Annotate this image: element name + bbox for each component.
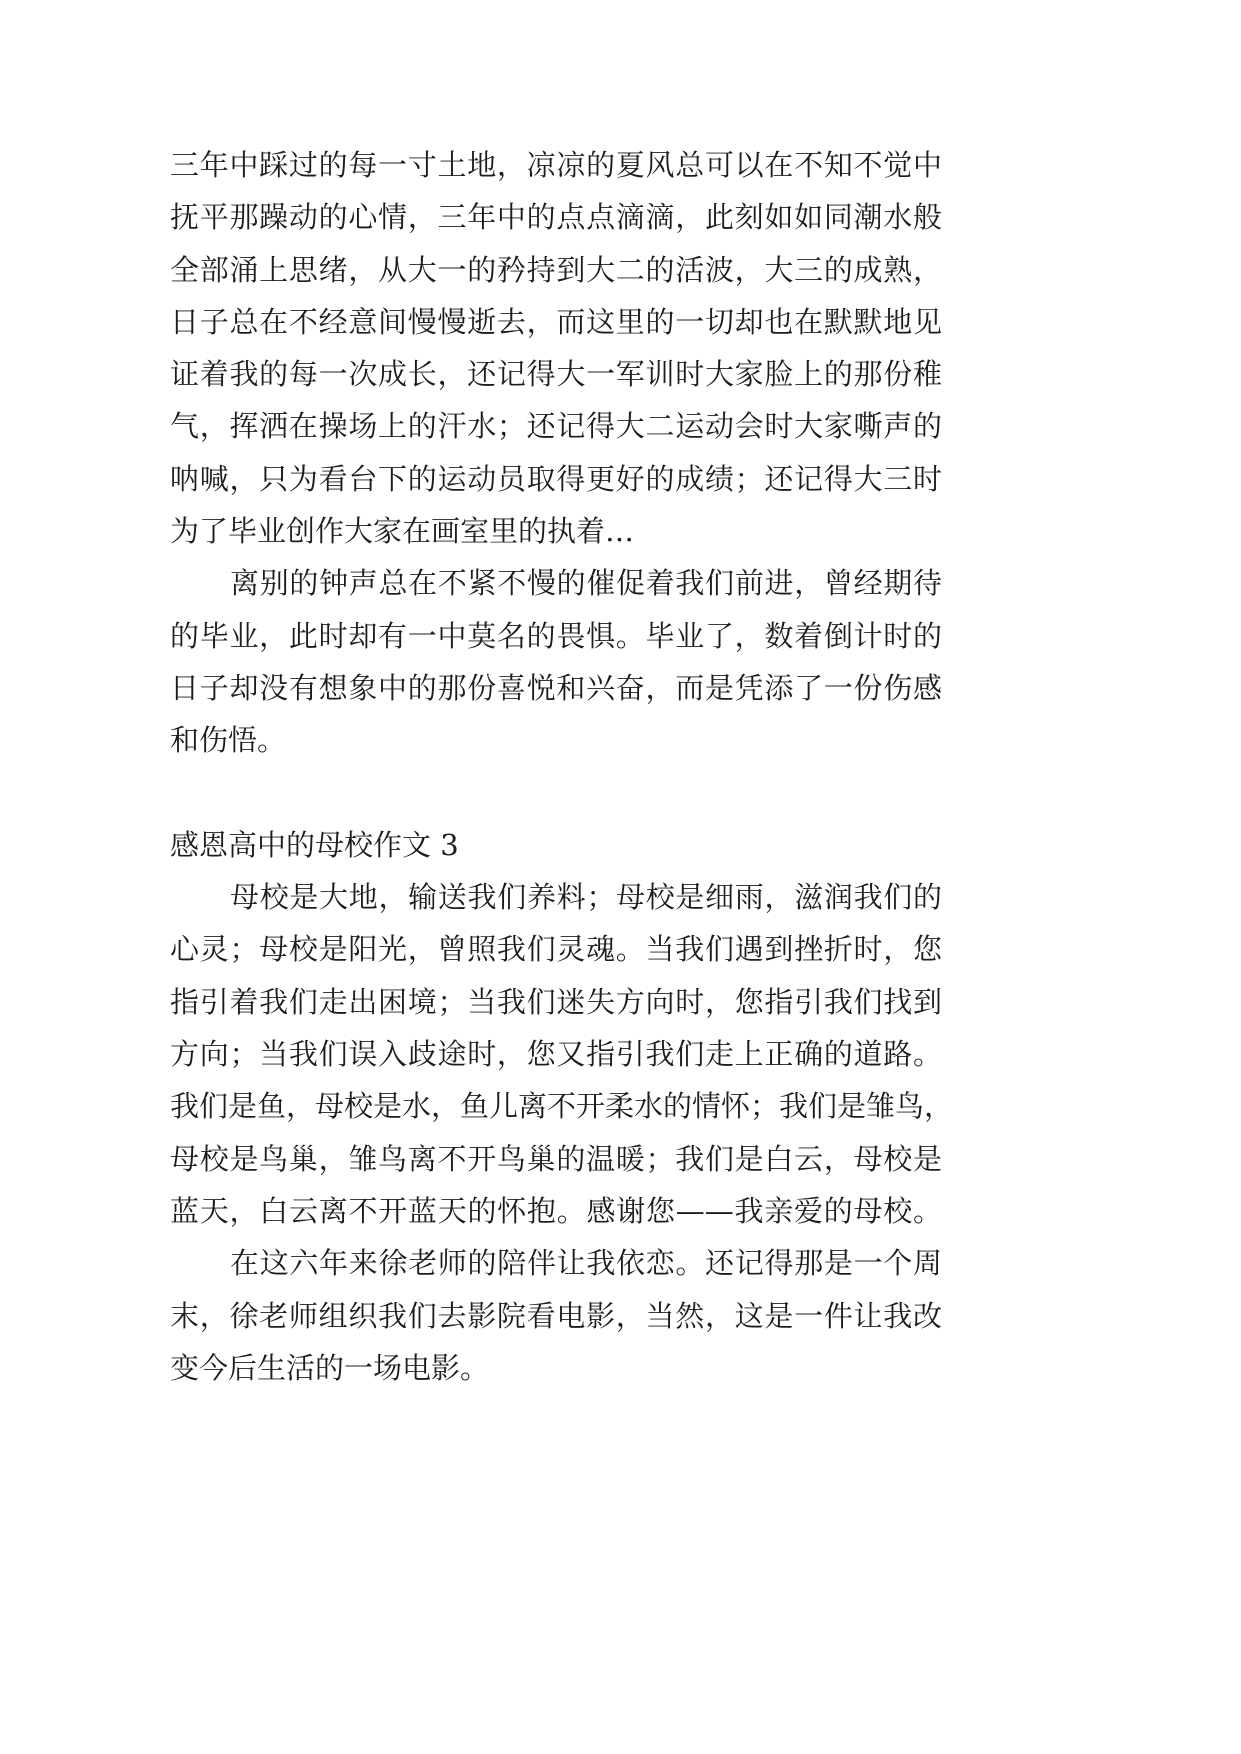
- blank-line: [170, 767, 942, 819]
- document-body: [170, 139, 954, 1394]
- paragraph-line: 抚平那躁动的心情，三年中的点点滴滴，此刻如如同潮水般: [170, 200, 942, 235]
- paragraph-line: 气，挥洒在操场上的汗水；还记得大二运动会时大家嘶声的: [170, 409, 942, 444]
- paragraph-line: 日子总在不经意间慢慢逝去，而这里的一切却也在默默地见: [170, 304, 942, 339]
- paragraph-line: 心灵；母校是阳光，曾照我们灵魂。当我们遇到挫折时，您: [170, 932, 942, 967]
- paragraph-first-line: 在这六年来徐老师的陪伴让我依恋。还记得那是一个周: [230, 1246, 942, 1281]
- paragraph-4: [170, 1237, 942, 1394]
- paragraph-line: 方向；当我们误入歧途时，您又指引我们走上正确的道路。: [170, 1037, 942, 1072]
- paragraph-first-line: 离别的钟声总在不紧不慢的催促着我们前进，曾经期待: [230, 566, 942, 601]
- paragraph-line: 呐喊，只为看台下的运动员取得更好的成绩；还记得大三时: [170, 461, 942, 496]
- paragraph-line: 为了毕业创作大家在画室里的执着…: [170, 514, 635, 549]
- paragraph-line: 三年中踩过的每一寸土地，凉凉的夏风总可以在不知不觉中: [170, 148, 942, 182]
- paragraph-first-line: 母校是大地，输送我们养料；母校是细雨，滋润我们的: [230, 880, 942, 915]
- section-heading: 感恩高中的母校作文 3: [170, 827, 459, 862]
- paragraph-line: 证着我的每一次成长，还记得大一军训时大家脸上的那份稚: [170, 357, 942, 392]
- paragraph-line: 我们是鱼，母校是水，鱼儿离不开柔水的情怀；我们是雏鸟，: [170, 1089, 954, 1124]
- paragraph-line: 的毕业，此时却有一中莫名的畏惧。毕业了，数着倒计时的: [170, 618, 942, 653]
- paragraph-line: 和伤悟。: [170, 723, 287, 758]
- paragraph-line: 末，徐老师组织我们去影院看电影，当然，这是一件让我改: [170, 1298, 942, 1333]
- paragraph-line: 指引着我们走出困境；当我们迷失方向时，您指引我们找到: [170, 984, 942, 1019]
- paragraph-3: [170, 871, 954, 1237]
- paragraph-1: [170, 139, 942, 557]
- paragraph-line: 日子却没有想象中的那份喜悦和兴奋，而是凭添了一份伤感: [170, 670, 942, 705]
- paragraph-2: [170, 557, 942, 766]
- paragraph-line: 母校是鸟巢，雏鸟离不开鸟巢的温暖；我们是白云，母校是: [170, 1141, 942, 1176]
- paragraph-line: 蓝天，白云离不开蓝天的怀抱。感谢您——我亲爱的母校。: [170, 1193, 942, 1228]
- paragraph-line: 全部涌上思绪，从大一的矜持到大二的活波，大三的成熟，: [170, 252, 942, 287]
- paragraph-line: 变今后生活的一场电影。: [170, 1350, 490, 1385]
